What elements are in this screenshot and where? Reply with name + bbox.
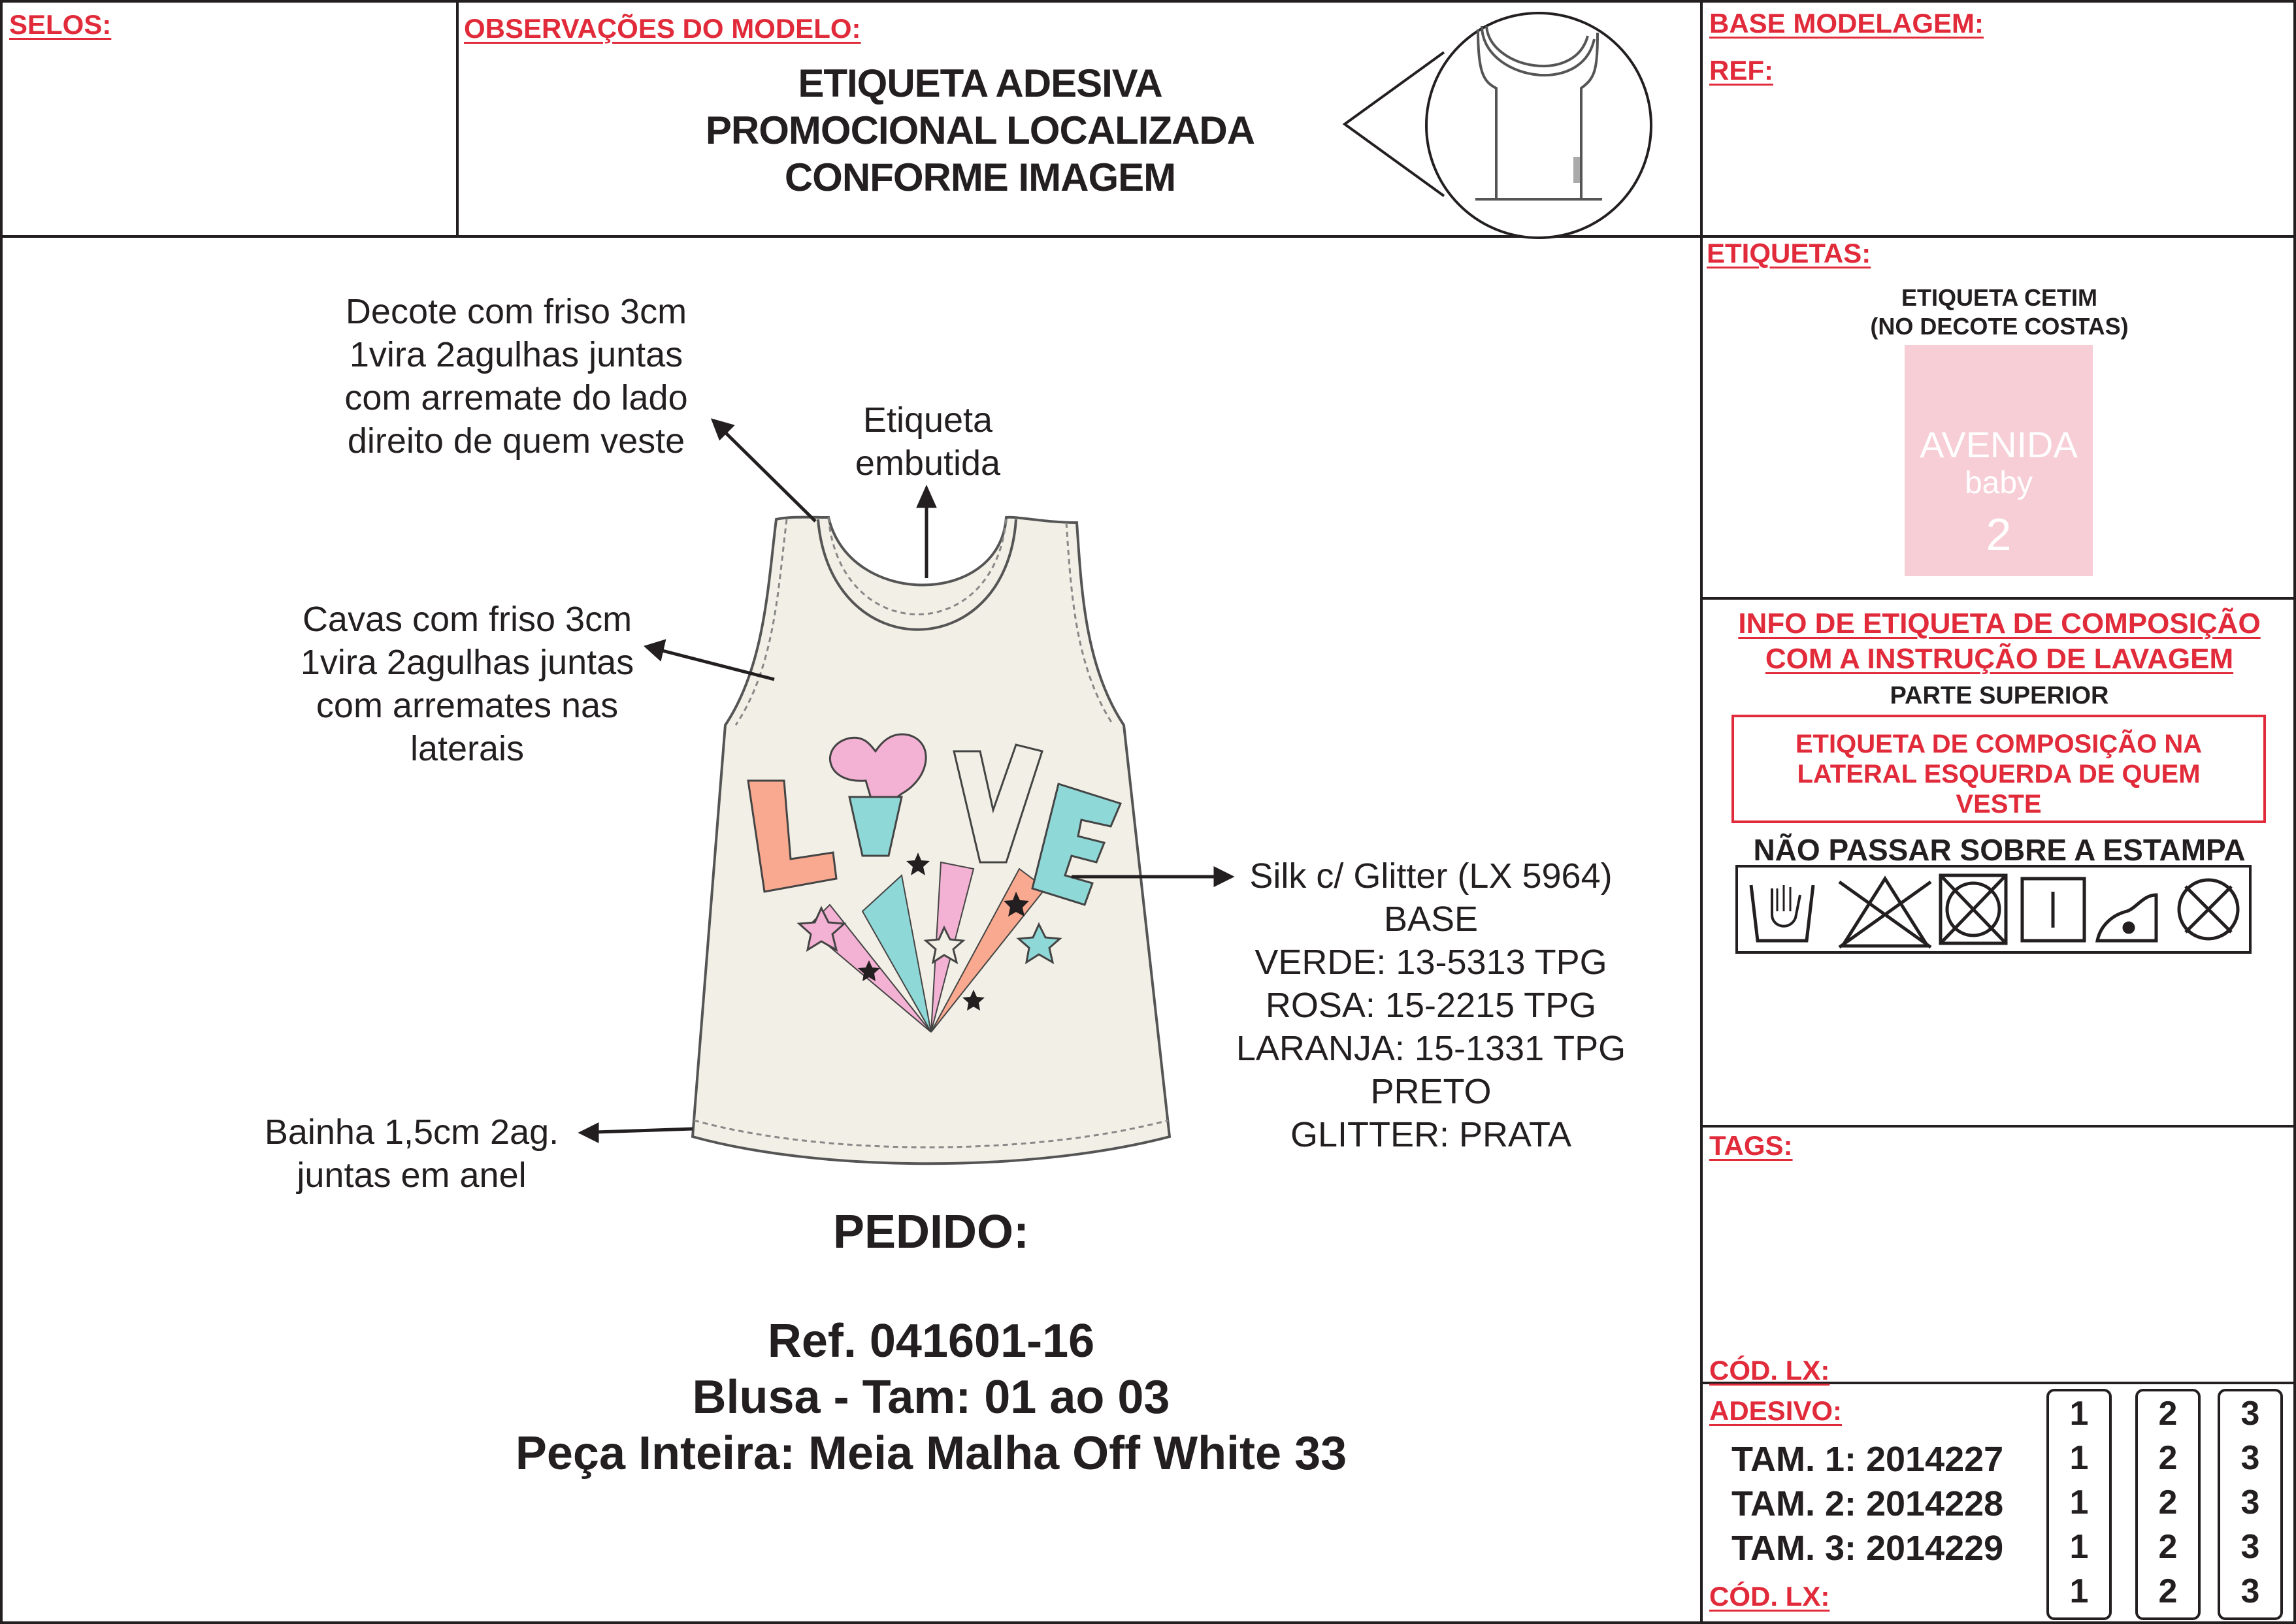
etiqueta-cetim-text: ETIQUETA CETIM (NO DECOTE COSTAS)	[1870, 284, 2129, 340]
size-column-3	[2218, 1389, 2283, 1620]
adesivo-row: TAM. 1: 2014227	[1731, 1440, 2004, 1479]
size-cell: 1	[2069, 1572, 2089, 1610]
tags-cod-lx-label: CÓD. LX:	[1709, 1355, 1830, 1386]
callout-etiqueta: Etiqueta embutida	[855, 400, 1001, 483]
size-cell: 1	[2069, 1484, 2089, 1521]
size-cell: 2	[2158, 1572, 2178, 1610]
pedido-label: PEDIDO:	[832, 1206, 1030, 1258]
size-cell: 3	[2240, 1395, 2260, 1433]
size-cell: 3	[2240, 1572, 2260, 1610]
brand-size: 2	[1986, 509, 2012, 560]
observacoes-text	[647, 60, 1313, 201]
ref-label: REF:	[1709, 55, 1773, 86]
right-divider-2	[1700, 597, 2296, 600]
callout-bainha: Bainha 1,5cm 2ag. juntas em anel	[264, 1112, 559, 1195]
size-cell: 1	[2069, 1439, 2089, 1477]
brand-name: AVENIDA	[1920, 424, 2078, 465]
size-column-1	[2046, 1389, 2112, 1620]
size-cell: 1	[2069, 1395, 2089, 1433]
size-cell: 2	[2158, 1439, 2178, 1477]
size-column-2	[2135, 1389, 2201, 1620]
observacoes-line: ETIQUETA ADESIVA	[798, 61, 1162, 105]
order-material: Peça Inteira: Meia Malha Off White 33	[515, 1427, 1347, 1480]
order-product: Blusa - Tam: 01 ao 03	[692, 1371, 1170, 1423]
right-column-divider	[1700, 0, 1703, 1624]
adesivo-cod-lx-label: CÓD. LX:	[1709, 1581, 1830, 1612]
etiquetas-label: ETIQUETAS:	[1707, 238, 1871, 268]
header-divider	[0, 235, 1703, 238]
observacoes-line: PROMOCIONAL LOCALIZADA	[705, 108, 1255, 152]
order-info	[405, 1313, 1457, 1482]
observacoes-line: CONFORME IMAGEM	[784, 155, 1176, 199]
composicao-title: INFO DE ETIQUETA DE COMPOSIÇÃO COM A INSTRUÇÃO DE LAVAGEM	[1738, 608, 2261, 675]
size-cell: 2	[2158, 1528, 2178, 1566]
callout-cavas: Cavas com friso 3cm 1vira 2agulhas juntas com arremates nas laterais	[300, 600, 634, 768]
nao-passar-warning: NÃO PASSAR SOBRE A ESTAMPA	[1753, 833, 2246, 867]
selos-divider	[456, 0, 459, 236]
callout-silk: Silk c/ Glitter (LX 5964) BASE VERDE: 13-5313 TPG ROSA: 15-2215 TPG LARANJA: 15-1331 TPG PRETO GLITTER: PRATA	[1236, 856, 1626, 1154]
adesivo-rows	[1731, 1437, 2003, 1570]
parte-superior: PARTE SUPERIOR	[1890, 682, 2109, 709]
callout-decote: Decote com friso 3cm 1vira 2agulhas juntas com arremate do lado direito de quem veste	[344, 292, 688, 461]
composicao-box: ETIQUETA DE COMPOSIÇÃO NA LATERAL ESQUERDA DE QUEM VESTE	[1731, 715, 2266, 823]
size-cell: 2	[2158, 1484, 2178, 1521]
size-cell: 3	[2240, 1484, 2260, 1521]
adesivo-row: TAM. 3: 2014229	[1731, 1529, 2004, 1568]
size-cell: 1	[2069, 1528, 2089, 1566]
size-cell: 3	[2240, 1528, 2260, 1566]
order-ref: Ref. 041601-16	[767, 1315, 1095, 1367]
adesivo-row: TAM. 2: 2014228	[1731, 1484, 2004, 1523]
base-modelagem-label: BASE MODELAGEM:	[1709, 8, 1984, 39]
right-divider-3	[1700, 1125, 2296, 1128]
tags-label: TAGS:	[1709, 1130, 1793, 1161]
brand-sub: baby	[1964, 466, 2033, 500]
observacoes-label: OBSERVAÇÕES DO MODELO:	[464, 13, 861, 44]
brand-label-swatch	[1905, 345, 2093, 576]
selos-label: SELOS:	[9, 9, 112, 40]
adesivo-label: ADESIVO:	[1709, 1395, 1843, 1426]
size-cell: 3	[2240, 1439, 2260, 1477]
size-cell: 2	[2158, 1395, 2178, 1433]
